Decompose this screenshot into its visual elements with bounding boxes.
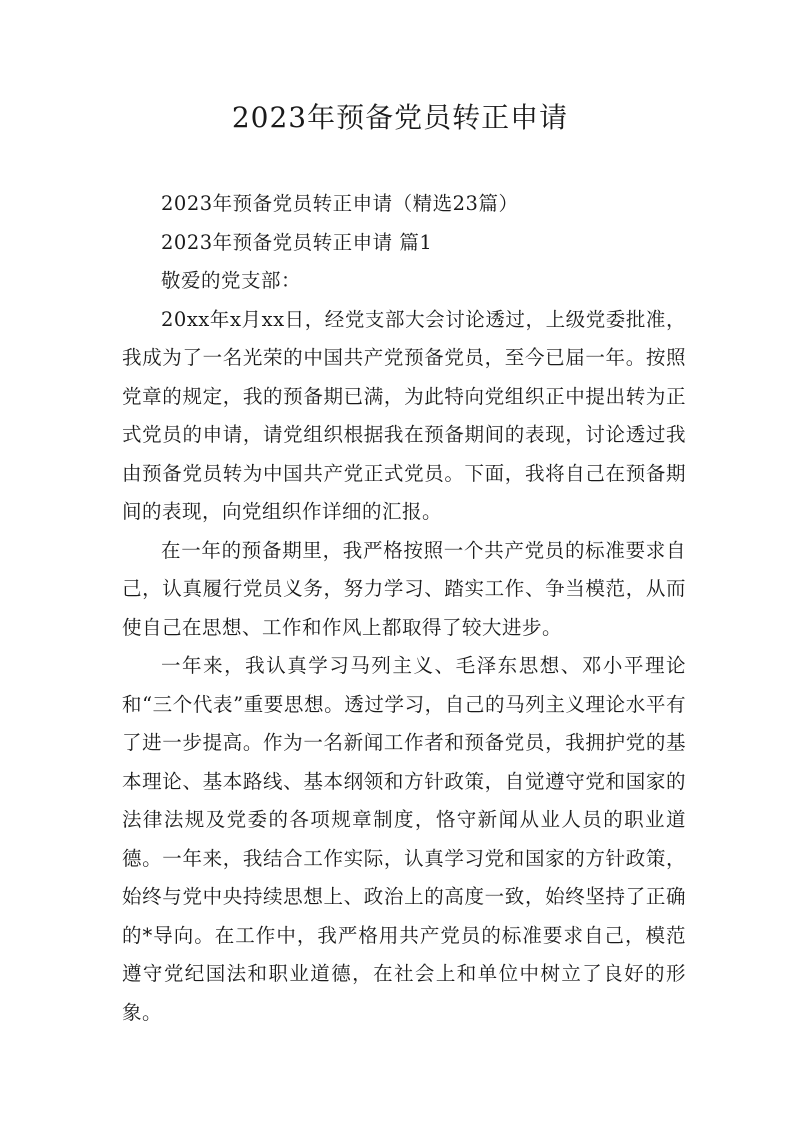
body-paragraph: 在一年的预备期里，我严格按照一个共产党员的标准要求自己，认真履行党员义务，努力学习、踏实工作、争当模范，从而使自己在思想、工作和作风上都取得了较大进步。	[122, 538, 686, 639]
body-paragraph: 一年来，我认真学习马列主义、毛泽东思想、邓小平理论和“三个代表”重要思想。透过学习，自己的马列主义理论水平有了进一步提高。作为一名新闻工作者和预备党员，我拥护党的基本理论、基本路线、基本纲领和方针政策，自觉遵守党和国家的法律法规及党委的各项规章制度，恪守新闻从业人员的职业道德。一年来，我结合工作实际，认真学习党和国家的方针政策，始终与党中央持续思想上、政治上的高度一致，始终坚持了正确的*导向。在工作中，我严格用共产党员的标准要求自己，模范遵守党纪国法和职业道德，在社会上和单位中树立了良好的形象。	[122, 654, 686, 1024]
document-title: 2023年预备党员转正申请	[231, 101, 569, 134]
body-paragraph: 20xx年x月xx日，经党支部大会讨论透过，上级党委批准，我成为了一名光荣的中国共产党预备党员，至今已届一年。按照党章的规定，我的预备期已满，为此特向党组织正中提出转为正式党员的申请，请党组织根据我在预备期间的表现，讨论透过我由预备党员转为中国共产党正式党员。下面，我将自己在预备期间的表现，向党组织作详细的汇报。	[122, 307, 686, 523]
document-body	[122, 185, 686, 1032]
section-heading: 2023年预备党员转正申请 篇1	[161, 230, 433, 254]
subtitle-paragraph: 2023年预备党员转正申请（精选23篇）	[161, 192, 519, 215]
salutation: 敬爱的党支部：	[161, 269, 302, 292]
